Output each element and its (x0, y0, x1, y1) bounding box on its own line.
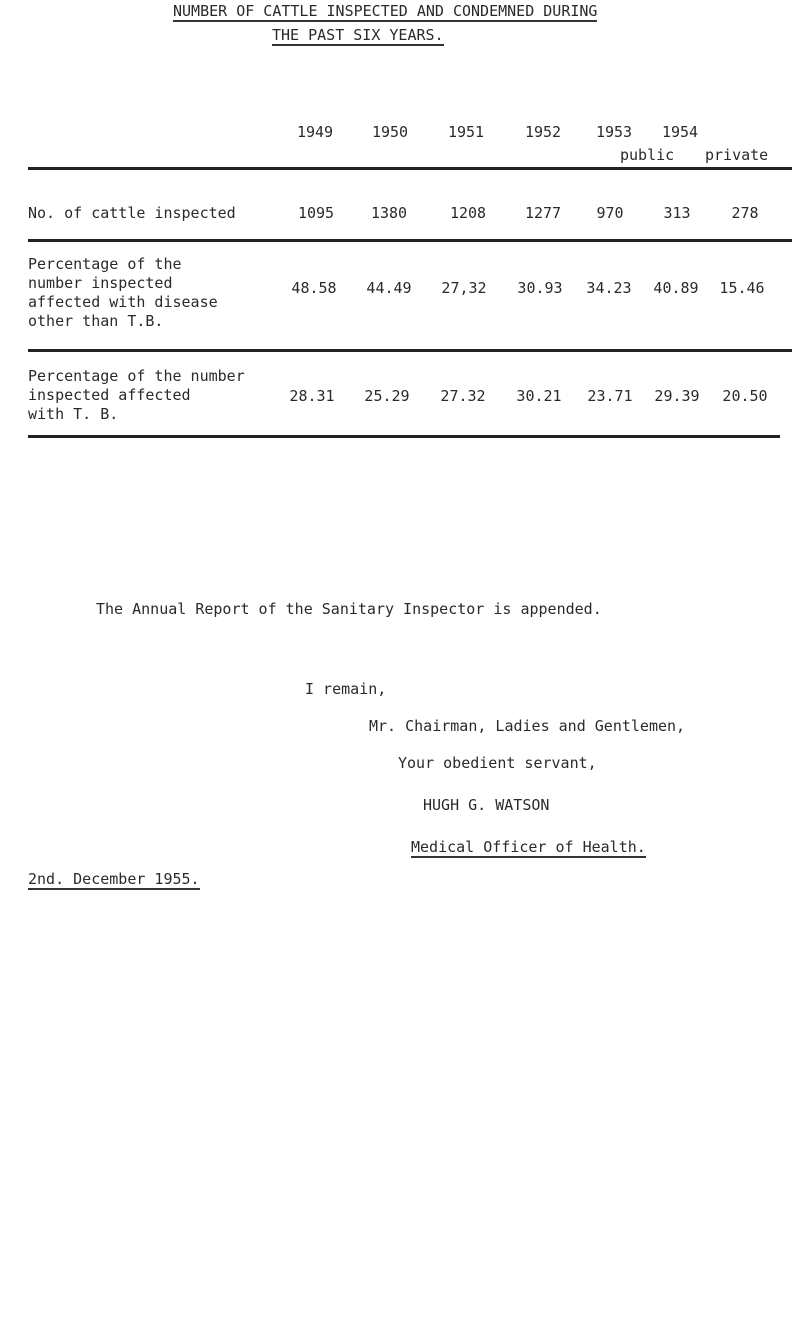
row-label (28, 204, 236, 223)
table-cell: 20.50 (722, 387, 768, 405)
salutation: Mr. Chairman, Ladies and Gentlemen, (369, 717, 686, 735)
year-header: 1953 (595, 123, 633, 141)
row-label-line: other than T.B. (28, 312, 164, 330)
table-cell: 23.71 (587, 387, 633, 405)
table-cell: 1277 (524, 204, 562, 222)
table-cell: 27.32 (440, 387, 486, 405)
row-label-line: No. of cattle inspected (28, 204, 236, 222)
row-label (28, 367, 245, 424)
sub-header-public: public (620, 146, 675, 164)
table-cell: 44.49 (366, 279, 412, 297)
letter-date: 2nd. December 1955. (28, 870, 200, 888)
row-label (28, 255, 218, 331)
year-header: 1952 (524, 123, 562, 141)
table-cell: 278 (731, 204, 759, 222)
table-cell: 970 (596, 204, 624, 222)
table-cell: 313 (663, 204, 691, 222)
row-label-line: Percentage of the (28, 255, 182, 273)
sub-header-private: private (705, 146, 769, 164)
row-label-line: inspected affected (28, 386, 191, 404)
row-rule (28, 349, 792, 352)
table-cell: 15.46 (719, 279, 765, 297)
table-cell: 1208 (449, 204, 487, 222)
document-title: NUMBER OF CATTLE INSPECTED AND CONDEMNED DURING (173, 2, 598, 20)
table-cell: 30.21 (516, 387, 562, 405)
table-cell: 34.23 (586, 279, 632, 297)
closing-remain: I remain, (305, 680, 387, 698)
table-cell: 1380 (370, 204, 408, 222)
table-cell: 29.39 (654, 387, 700, 405)
document-subtitle: THE PAST SIX YEARS. (272, 26, 444, 44)
table-bottom-rule (28, 435, 780, 438)
table-cell: 48.58 (291, 279, 337, 297)
table-cell: 30.93 (517, 279, 563, 297)
year-header: 1951 (447, 123, 485, 141)
row-label-line: Percentage of the number (28, 367, 245, 385)
table-cell: 27,32 (441, 279, 487, 297)
table-cell: 25.29 (364, 387, 410, 405)
year-header: 1954 (661, 123, 699, 141)
year-header: 1949 (296, 123, 334, 141)
table-cell: 40.89 (653, 279, 699, 297)
row-label-line: affected with disease (28, 293, 218, 311)
table-cell: 28.31 (289, 387, 335, 405)
row-label-line: with T. B. (28, 405, 119, 423)
row-label-line: number inspected (28, 274, 173, 292)
row-rule (28, 239, 792, 242)
year-header: 1950 (371, 123, 409, 141)
header-rule (28, 167, 792, 170)
appended-note: The Annual Report of the Sanitary Inspector is appended. (96, 600, 602, 618)
signatory-name: HUGH G. WATSON (423, 796, 550, 814)
table-cell: 1095 (297, 204, 335, 222)
signatory-position: Medical Officer of Health. (411, 838, 646, 856)
closing-servant: Your obedient servant, (398, 754, 597, 772)
